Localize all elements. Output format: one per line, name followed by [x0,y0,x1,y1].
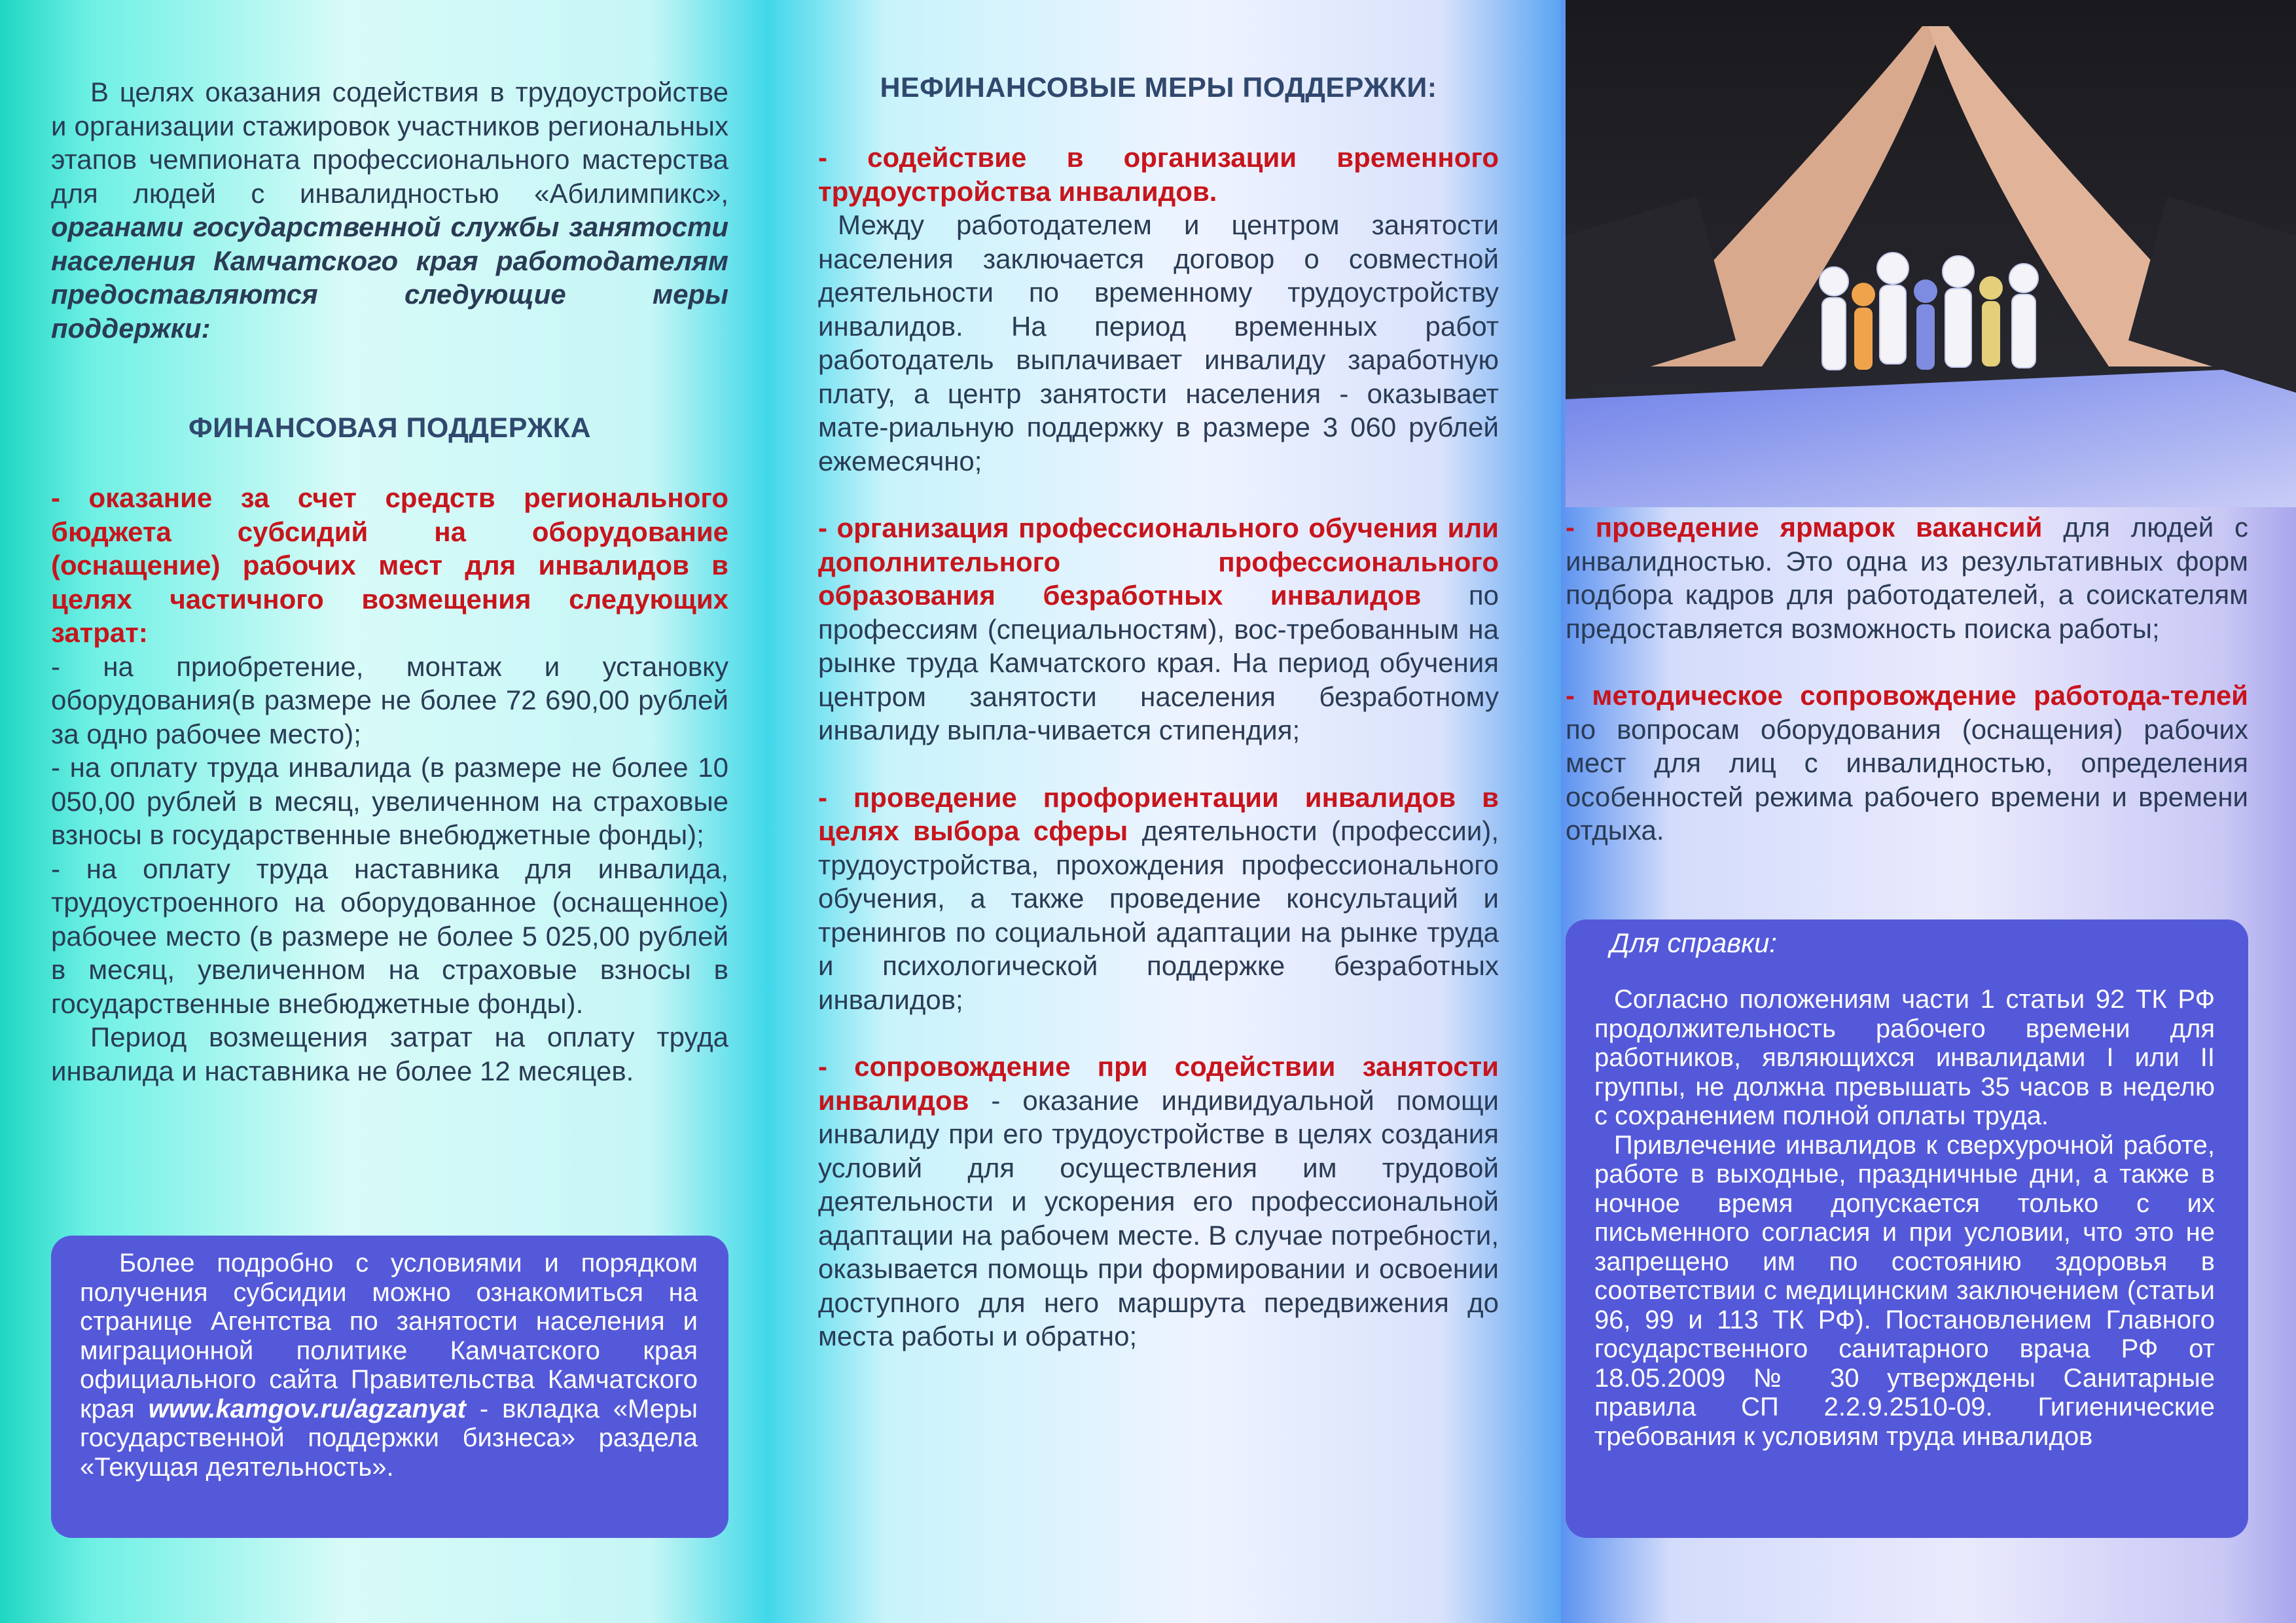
intro-paragraph [51,75,728,345]
measure-text: деятельности (профессии), трудоустройства, прохождения профессионального обучения, а также проведение консультаций и тренингов по социальной адаптации на рынке труда и психологической поддержке безработных инвалидов; [818,815,1499,1015]
reference-paragraph: Привлечение инвалидов к сверхурочной работе, работе в выходные, праздничные дни, а также в ночное время допускается только с их письменного согласия и при условии, что это не запрещено им по состоянию здоровья в соответствии с медицинским заключением (статьи 96, 99 и 113 ТК РФ). Постановлением Главного государственного санитарного врача РФ от 18.05.2009 № 30 утверждены Санитарные правила СП 2.2.9.2510-09. Гигиенические требования к условиям труда инвалидов [1594,1130,2215,1451]
reference-title: Для справки: [1610,927,1777,958]
finance-list [51,481,728,1088]
measure-text: по вопросам оборудования (оснащения) рабочих мест для лиц с инвалидностью, определения особенностей режима рабочего времени и времени отдыха. [1566,713,2248,846]
info-text: - вкладка «Меры государственной поддержки бизнеса» раздела «Текущая деятельность». [80,1394,698,1482]
measure-title: - сопровождение при содействии занятости инвалидов [818,1051,1499,1116]
period-note: Период возмещения затрат на оплату труда инвалида и наставника не более 12 месяцев. [51,1022,728,1086]
measure-title: - методическое сопровождение работода-телей [1566,680,2248,711]
right-panel [1561,0,2296,1623]
reference-paragraph: Согласно положениям части 1 статьи 92 ТК РФ продолжительность рабочего времени для работников, являющихся инвалидами I или II группы, не должна превышать 35 часов в неделю с сохранением полной оплаты труда. [1594,985,2215,1130]
left-panel [0,0,766,1623]
intro-text: В целях оказания содействия в трудоустройстве и организации стажировок участников региональных этапов чемпионата профессионального мастерства для людей с инвалидностью «Абилимпикс», [51,77,728,209]
middle-panel [766,0,1561,1623]
measure-text: - оказание индивидуальной помощи инвалиду при его трудоустройстве в целях создания условий для осуществления им трудовой деятельности и ускорения его профессиональной адаптации на рабочем месте. В случае потребности, оказывается помощь при формировании и освоении доступного для него маршрута передвижения до места работы и обратно; [818,1084,1499,1351]
subsidy-info-text [80,1249,698,1482]
subsidy-title: - оказание за счет средств регионального бюджета субсидий на оборудование (оснащение) рабочих мест для инвалидов в целях частичного возмещения следующих затрат: [51,482,728,648]
measure-title: - организация профессионального обучения или дополнительного профессионального образования безработных инвалидов [818,512,1499,611]
finance-heading: ФИНАНСОВАЯ ПОДДЕРЖКА [188,412,592,444]
reference-box [1566,919,2248,1538]
intro-emphasis: органами государственной службы занятости населения Камчатского края работодателям предоставляются следующие меры поддержки: [51,211,728,344]
finance-item: - на оплату труда инвалида (в размере не более 10 050,00 рублей в месяц, увеличенном на страховые взносы в государственные внебюджетные фонды); [51,752,728,850]
subsidy-info-box [51,1236,728,1538]
info-text: Более подробно с условиями и порядком получения субсидии можно ознакомиться на странице Агентства по занятости населения и миграционной политике Камчатского края официального сайта Правительства Камчатского края [80,1249,698,1423]
measure-title: - содействие в организации временного трудоустройства инвалидов. [818,142,1499,207]
finance-item: - на оплату труда наставника для инвалида, трудоустроенного на оборудованное (оснащенное) рабочее место (в размере не более 5 025,00 рублей в месяц, увеличенном на страховые взносы в государственные внебюджетные фонды). [51,853,728,1019]
hands-people-photo [1566,0,2296,507]
nonfinance-heading: НЕФИНАНСОВЫЕ МЕРЫ ПОДДЕРЖКИ: [880,72,1437,103]
finance-item: - на приобретение, монтаж и установку оборудования(в размере не более 72 690,00 рублей за одно рабочее место); [51,651,728,749]
measure-text: по профессиям (специальностям), вос-требованным на рынке труда Камчатского края. На период обучения центром занятости населения безработному инвалиду выпла-чивается стипендия; [818,580,1499,745]
measure-title: - проведение профориентации инвалидов в целях выбора сферы [818,781,1499,846]
website-link[interactable]: www.kamgov.ru/agzanyat [148,1394,466,1423]
measure-text: для людей с инвалидностью. Это одна из результативных форм подбора кадров для работодателей, а соискателям предоставляется возможность поиска работы; [1566,512,2248,644]
measure-text: Между работодателем и центром занятости населения заключается договор о совместной деятельности по временному трудоустройству инвалидов. На период временных работ работодатель выплачивает инвалиду заработную плату, а центр занятости населения - оказывает мате-риальную поддержку в размере 3 060 рублей ежемесячно; [818,209,1499,476]
reference-text [1594,985,2215,1451]
nonfinance-list-continued [1566,510,2248,847]
nonfinance-list [818,141,1499,1353]
measure-title: - проведение ярмарок вакансий [1566,512,2043,543]
